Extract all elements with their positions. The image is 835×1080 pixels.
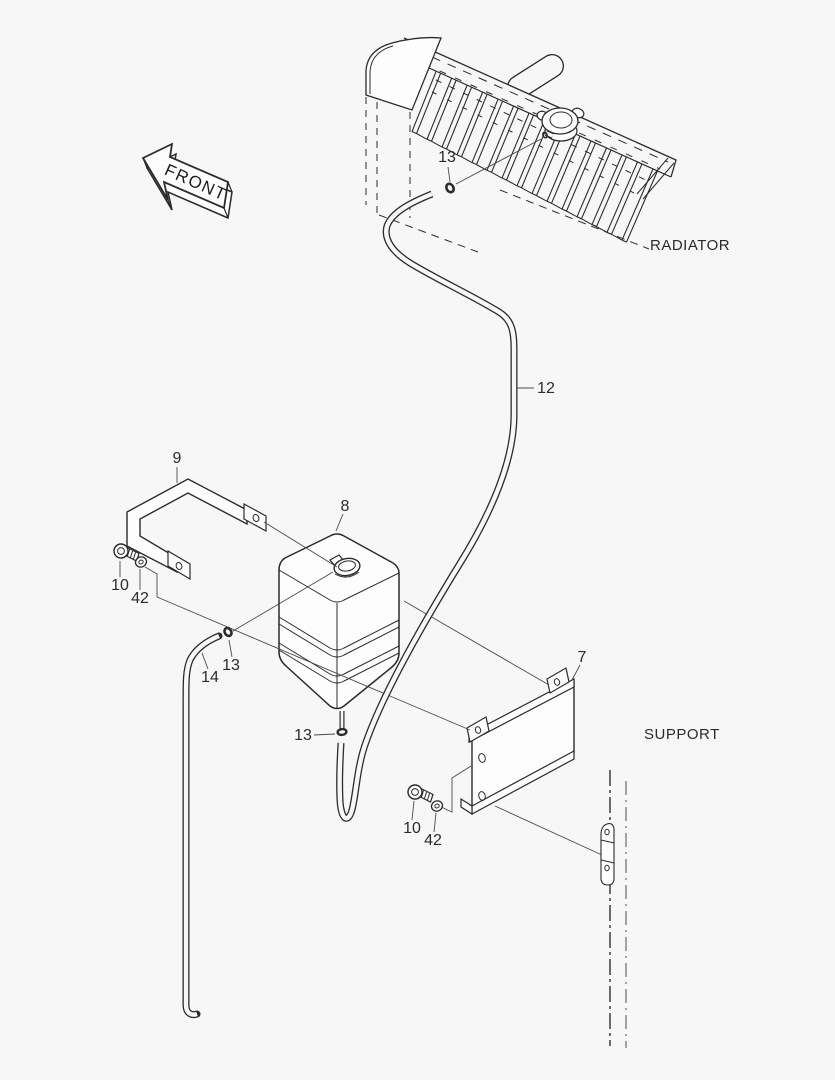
tank-outlet-clamp <box>337 729 347 736</box>
callout-8-reservoir-tank: 8 <box>340 498 350 515</box>
front-arrow-label: FRONT <box>161 160 230 205</box>
callout-42-bracket-washer: 42 <box>131 590 149 607</box>
support-label: SUPPORT <box>644 726 720 743</box>
radiator-label: RADIATOR <box>650 237 731 254</box>
callout-42-support-washer: 42 <box>424 832 442 849</box>
callout-10-support-bolt: 10 <box>403 820 421 837</box>
callout-14-drain-hose: 14 <box>201 669 219 686</box>
callout-7-support-plate: 7 <box>577 649 587 666</box>
frame-mount-bracket <box>601 824 614 885</box>
callout-10-bracket-bolt: 10 <box>111 577 129 594</box>
callout-12-overflow-hose: 12 <box>537 380 555 397</box>
callout-9-strap-bracket: 9 <box>172 450 182 467</box>
callout-13-radiator-clamp: 13 <box>438 149 456 166</box>
callout-13-outlet-clamp: 13 <box>294 727 312 744</box>
callout-13-drain-clamp: 13 <box>222 657 240 674</box>
